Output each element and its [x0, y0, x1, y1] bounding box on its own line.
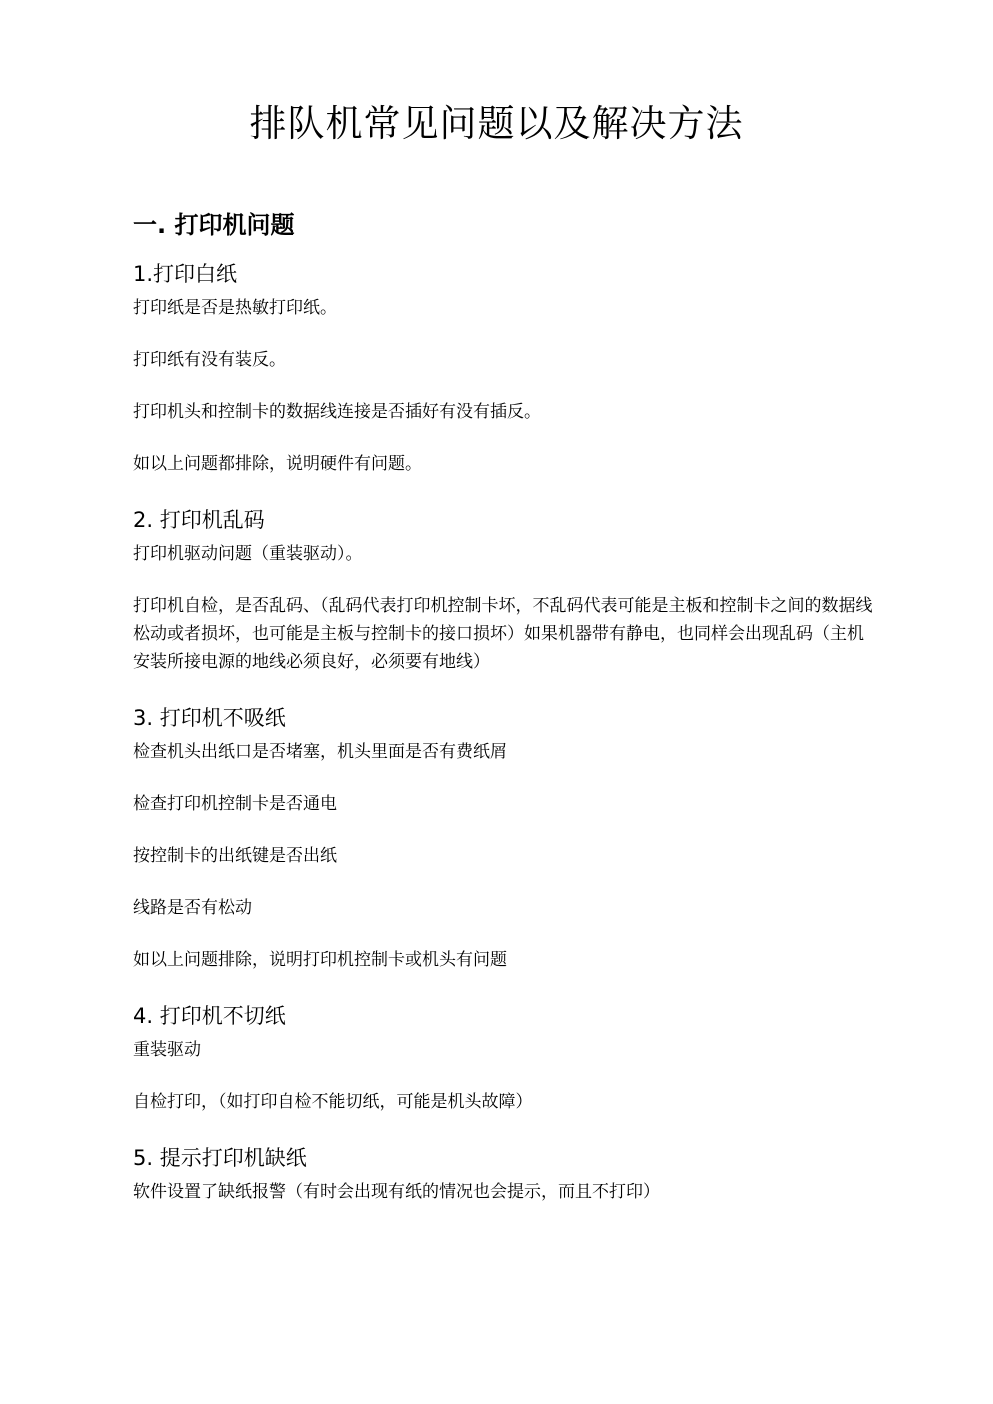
paragraph: 打印纸有没有装反。 [133, 350, 286, 370]
subsection-title: 5. 提示打印机缺纸 [133, 1146, 307, 1170]
subsection-print-blank [133, 256, 873, 478]
paragraph: 打印机驱动问题（重装驱动）。 [133, 544, 363, 564]
section-heading: 一. 打印机问题 [133, 211, 295, 239]
subsection-no-paper-feed [133, 700, 873, 974]
subsection-paper-out-warning [133, 1140, 873, 1206]
paragraph: 检查机头出纸口是否堵塞，机头里面是否有费纸屑 [133, 742, 507, 762]
paragraph: 如以上问题都排除，说明硬件有问题。 [133, 454, 422, 474]
paragraph: 线路是否有松动 [133, 898, 252, 918]
paragraph: 打印机头和控制卡的数据线连接是否插好有没有插反。 [133, 402, 541, 422]
subsection-garbled-output [133, 502, 873, 676]
subsection-title: 3. 打印机不吸纸 [133, 706, 286, 730]
document-body [133, 200, 873, 1230]
paragraph: 自检打印，（如打印自检不能切纸，可能是机头故障） [133, 1092, 533, 1112]
subsection-title: 4. 打印机不切纸 [133, 1004, 286, 1028]
paragraph: 软件设置了缺纸报警（有时会出现有纸的情况也会提示，而且不打印） [133, 1182, 660, 1202]
paragraph: 打印机自检，是否乱码、（乱码代表打印机控制卡坏，不乱码代表可能是主板和控制卡之间的数据线松动或者损坏，也可能是主板与控制卡的接口损坏）如果机器带有静电，也同样会出现乱码（主机安装所接电源的地线必须良好，必须要有地线） [133, 596, 873, 672]
paragraph: 重装驱动 [133, 1040, 201, 1060]
subsection-title: 2. 打印机乱码 [133, 508, 265, 532]
subsection-title: 1.打印白纸 [133, 262, 238, 286]
subsection-no-paper-cut [133, 998, 873, 1116]
paragraph: 检查打印机控制卡是否通电 [133, 794, 337, 814]
paragraph: 如以上问题排除，说明打印机控制卡或机头有问题 [133, 950, 507, 970]
document-title: 排队机常见问题以及解决方法 [249, 102, 744, 145]
paragraph: 打印纸是否是热敏打印纸。 [133, 298, 337, 318]
paragraph: 按控制卡的出纸键是否出纸 [133, 846, 337, 866]
